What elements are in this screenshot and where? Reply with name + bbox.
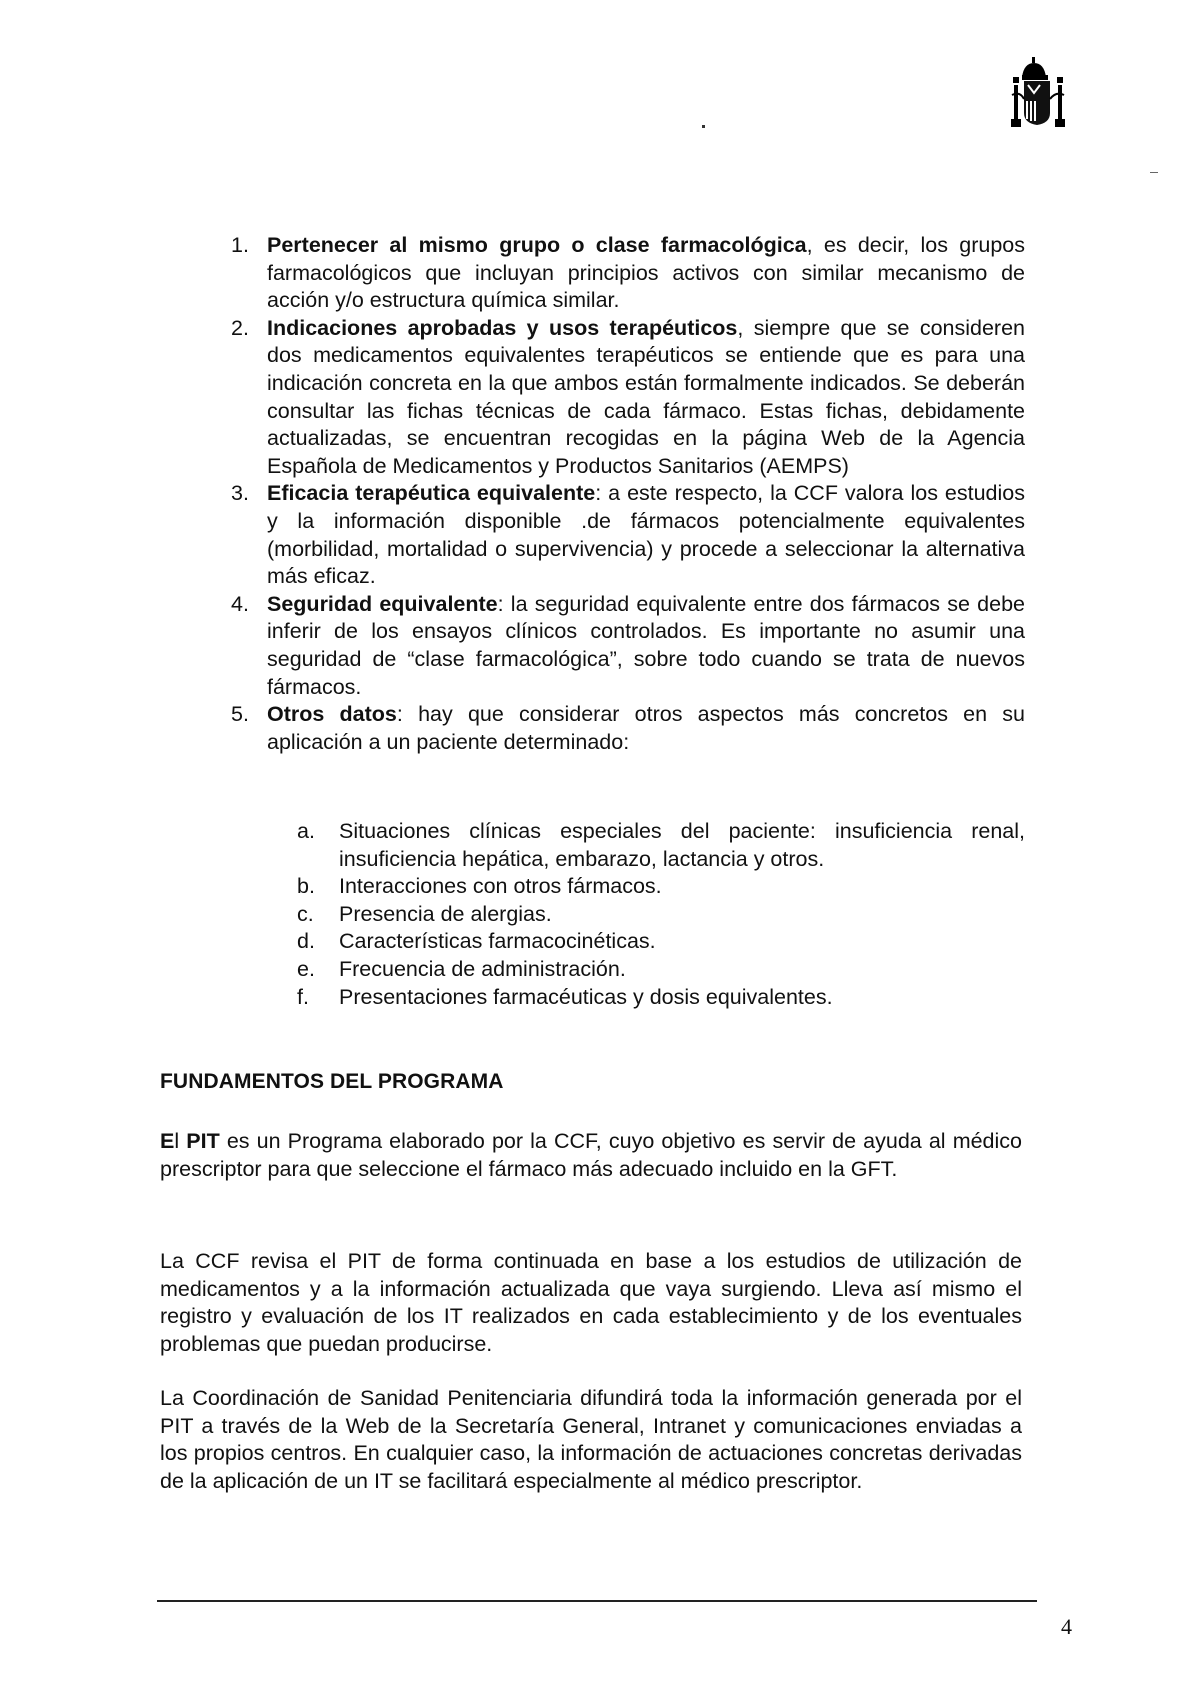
criteria-item: [225, 232, 1025, 315]
bold-text: E: [160, 1129, 175, 1153]
item-title: Pertenecer al mismo grupo o clase farmacológica: [267, 233, 807, 257]
item-title: Seguridad equivalente: [267, 591, 498, 616]
item-text: : la seguridad equivalente entre dos fármacos se debe inferir de los ensayos clínicos controlados. Es importante no asumir una seguridad de “clase farmacológica”, sobre todo cuando se trata de nuevos fármacos.: [267, 591, 1025, 699]
criteria-list: [225, 232, 1025, 756]
footer-divider: [157, 1600, 1037, 1602]
item-text: Frecuencia de administración.: [339, 956, 626, 981]
item-letter: e.: [297, 956, 315, 981]
paragraph-dissemination: La Coordinación de Sanidad Penitenciaria difundirá toda la información generada por el PIT a través de la Web de la Secretaría General, Intranet y comunicaciones enviadas a los propios centros. En cualquier caso, la información de actuaciones concretas derivadas de la aplicación de un IT se facilitará especialmente al médico prescriptor.: [160, 1386, 1022, 1493]
sub-criteria-list: [297, 818, 1025, 1011]
item-title: Eficacia terapéutica equivalente: [267, 481, 596, 506]
item-text: : a este respecto, la CCF valora los estudios y la información disponible .de fármacos potencialmente equivalentes (morbilidad, mortalidad o supervivencia) y procede a seleccionar la alternativa más eficaz.: [267, 481, 1025, 589]
paragraph-ccf-review: La CCF revisa el PIT de forma continuada en base a los estudios de utilización de medicamentos y a la información actualizada que vaya surgiendo. Lleva así mismo el registro y evaluación de los IT realizados en cada establecimiento y de los eventuales problemas que puedan producirse.: [160, 1249, 1022, 1356]
item-text: Características farmacocinéticas.: [339, 929, 656, 954]
item-text: Presentaciones farmacéuticas y dosis equivalentes.: [339, 984, 833, 1009]
item-title: Indicaciones aprobadas y usos terapéuticos: [267, 315, 738, 340]
plain-text: l: [174, 1129, 187, 1153]
paragraph-pit-definition: [160, 1128, 1022, 1183]
item-number: 4.: [231, 591, 249, 616]
bold-text: PIT: [186, 1129, 220, 1153]
sub-criteria-item: [297, 956, 1025, 984]
scan-speck: [702, 125, 705, 128]
item-number: 5.: [231, 702, 249, 727]
plain-text: es un Programa elaborado por la CCF, cuyo objetivo es servir de ayuda al médico prescriptor para que seleccione el fármaco más adecuado incluido en la GFT.: [160, 1129, 1023, 1181]
item-number: 3.: [231, 481, 249, 506]
item-number: 1.: [231, 233, 249, 257]
item-text: Presencia de alergias.: [339, 901, 552, 926]
section-heading: FUNDAMENTOS DEL PROGRAMA: [160, 1070, 504, 1093]
page-number: 4: [1061, 1614, 1072, 1639]
item-letter: f.: [297, 984, 309, 1009]
item-letter: a.: [297, 819, 315, 843]
item-letter: d.: [297, 929, 315, 954]
item-number: 2.: [231, 315, 249, 340]
scan-mark: [1150, 172, 1158, 173]
sub-criteria-item: [297, 873, 1025, 901]
item-letter: c.: [297, 901, 314, 926]
item-text: : hay que considerar otros aspectos más concretos en su aplicación a un paciente determinado:: [267, 702, 1025, 754]
criteria-item: [225, 315, 1025, 481]
item-letter: b.: [297, 874, 315, 899]
criteria-item: [225, 701, 1025, 756]
item-text: Situaciones clínicas especiales del paciente: insuficiencia renal, insuficiencia hepática, embarazo, lactancia y otros.: [339, 819, 1025, 871]
sub-criteria-item: [297, 928, 1025, 956]
item-title: Otros datos: [267, 702, 397, 727]
criteria-item: [225, 591, 1025, 701]
item-text: , es decir, los grupos farmacológicos que incluyan principios activos con similar mecanismo de acción y/o estructura química similar.: [267, 233, 1025, 313]
item-text: , siempre que se consideren dos medicamentos equivalentes terapéuticos se entiende que es para una indicación concreta en la que ambos están formalmente indicados. Se deberán consultar las fichas técnicas de cada fármaco. Estas fichas, debidamente actualizadas, se encuentran recogidas en la página Web de la Agencia Española de Medicamentos y Productos Sanitarios (AEMPS): [267, 315, 1025, 478]
sub-criteria-item: [297, 901, 1025, 929]
sub-criteria-item: [297, 818, 1025, 873]
spanish-coat-of-arms-icon: [1010, 55, 1074, 135]
criteria-item: [225, 480, 1025, 590]
sub-criteria-item: [297, 984, 1025, 1012]
item-text: Interacciones con otros fármacos.: [339, 874, 662, 899]
